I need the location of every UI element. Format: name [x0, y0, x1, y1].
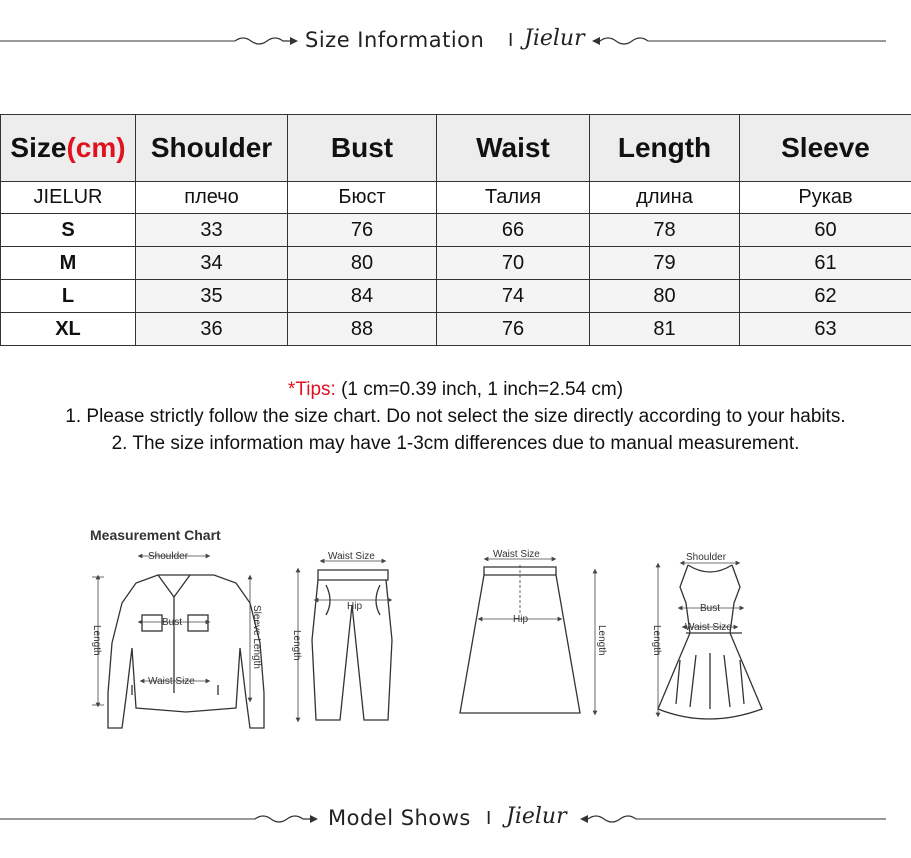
skirt-diagram: [460, 567, 580, 713]
shirt-length-label: Length: [91, 625, 102, 656]
table-cell: 62: [740, 280, 911, 313]
tips-label: *Tips:: [287, 379, 336, 400]
banner-title: Size Information: [305, 28, 485, 52]
header-waist: Waist: [437, 115, 590, 182]
table-row-xl: [1, 313, 911, 346]
header-length: Length: [590, 115, 740, 182]
brand-logo-text: Jielur: [524, 26, 585, 51]
table-cell: 61: [740, 247, 911, 280]
banner-model-shows: [0, 800, 911, 840]
size-label-cell: S: [1, 214, 136, 247]
measurement-chart-title: Measurement Chart: [90, 527, 221, 543]
skirt-length-label: Length: [596, 625, 607, 656]
banner-separator: I: [486, 808, 492, 829]
shirt-bust-label: Bust: [162, 617, 183, 628]
table-cell: 63: [740, 313, 911, 346]
subheader-cell: Бюст: [288, 182, 437, 214]
size-label-cell: L: [1, 280, 136, 313]
table-cell: 33: [136, 214, 288, 247]
shirt-waist-label: Waist Size: [148, 676, 195, 687]
subheader-cell: JIELUR: [1, 182, 136, 214]
table-cell: 70: [437, 247, 590, 280]
brand-logo-text: Jielur: [506, 804, 567, 829]
table-cell: 34: [136, 247, 288, 280]
table-cell: 76: [437, 313, 590, 346]
pants-hip-label: Hip: [347, 601, 363, 612]
table-cell: 80: [288, 247, 437, 280]
subheader-cell: Рукав: [740, 182, 911, 214]
tips-section: [0, 376, 911, 457]
header-shoulder: Shoulder: [136, 115, 288, 182]
size-table: [0, 114, 911, 346]
table-cell: 88: [288, 313, 437, 346]
table-cell: 81: [590, 313, 740, 346]
subheader-cell: длина: [590, 182, 740, 214]
table-cell: 36: [136, 313, 288, 346]
header-bust: Bust: [288, 115, 437, 182]
subheader-cell: плечо: [136, 182, 288, 214]
header-sleeve: Sleeve: [740, 115, 911, 182]
pants-waist-label: Waist Size: [328, 551, 375, 562]
header-size: Size(cm): [1, 115, 136, 182]
tips-conversion-line: [0, 376, 911, 403]
table-row-s: [1, 214, 911, 247]
measurement-chart: [80, 525, 800, 740]
pants-length-label: Length: [291, 630, 302, 661]
banner-title: Model Shows: [328, 806, 471, 830]
table-header-row: [1, 115, 911, 182]
table-row-m: [1, 247, 911, 280]
dress-length-label: Length: [651, 625, 662, 656]
dress-shoulder-label: Shoulder: [686, 552, 727, 563]
banner-size-information: [0, 22, 911, 62]
measurement-diagram: [80, 525, 800, 740]
table-cell: 66: [437, 214, 590, 247]
table-cell: 79: [590, 247, 740, 280]
table-cell: 80: [590, 280, 740, 313]
skirt-waist-label: Waist Size: [493, 549, 540, 560]
table-row-l: [1, 280, 911, 313]
banner-separator: I: [508, 30, 514, 51]
table-cell: 84: [288, 280, 437, 313]
table-cell: 76: [288, 214, 437, 247]
table-cell: 35: [136, 280, 288, 313]
skirt-hip-label: Hip: [513, 614, 529, 625]
shirt-diagram: [108, 575, 264, 728]
table-cell: 60: [740, 214, 911, 247]
dress-diagram: [658, 565, 762, 719]
shirt-shoulder-label: Shoulder: [148, 551, 189, 562]
subheader-cell: Талия: [437, 182, 590, 214]
tips-line-2: 2. The size information may have 1-3cm differences due to manual measurement.: [111, 433, 800, 454]
size-label-cell: XL: [1, 313, 136, 346]
tips-line-1: 1. Please strictly follow the size chart. Do not select the size directly according to your habits.: [65, 406, 846, 427]
tips-conversion: (1 cm=0.39 inch, 1 inch=2.54 cm): [341, 379, 624, 400]
size-label-cell: M: [1, 247, 136, 280]
table-cell: 74: [437, 280, 590, 313]
dress-bust-label: Bust: [700, 603, 721, 614]
pants-diagram: [312, 570, 392, 720]
dress-waist-label: Waist Size: [685, 622, 732, 633]
shirt-sleeve-label: Sleeve Length: [251, 605, 262, 669]
table-cell: 78: [590, 214, 740, 247]
table-subheader-row: [1, 182, 911, 214]
